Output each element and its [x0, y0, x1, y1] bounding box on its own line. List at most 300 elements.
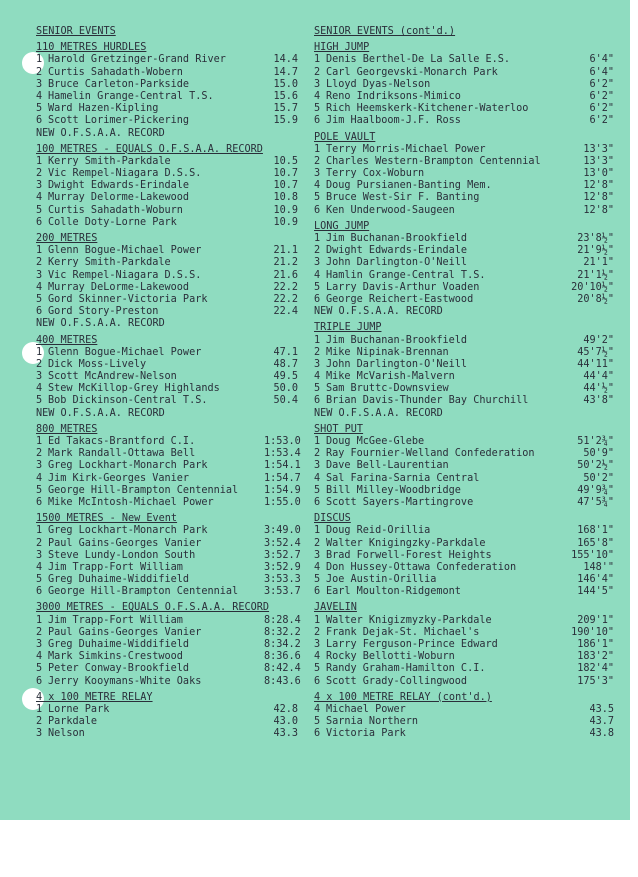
left-column — [36, 26, 301, 745]
result-mark: 21.2 — [273, 257, 298, 269]
result-mark: 175'3" — [577, 675, 614, 687]
result-name: Harold Gretzinger-Grand River — [48, 54, 226, 66]
result-row — [314, 525, 614, 537]
result-name: Doug Reid-Orillia — [326, 525, 431, 537]
result-name: Jim Haalboom-J.F. Ross — [326, 115, 461, 127]
result-name: Mark Simkins-Crestwood — [48, 651, 183, 663]
result-row — [314, 639, 614, 651]
result-name: Dave Bell-Laurentian — [326, 460, 449, 472]
result-mark: 6'2" — [589, 103, 614, 115]
result-mark: 42.8 — [273, 703, 298, 715]
result-place: 5 — [314, 663, 321, 675]
result-row — [36, 205, 298, 217]
result-row — [36, 270, 298, 282]
event-block — [36, 144, 298, 229]
result-place: 3 — [314, 549, 321, 561]
result-mark: 49'2" — [583, 334, 614, 346]
record-note: NEW O.F.S.A.A. RECORD — [36, 407, 165, 419]
result-mark: 43.0 — [273, 716, 298, 728]
event-title: LONG JUMP — [314, 220, 370, 232]
result-place: 2 — [36, 358, 43, 370]
result-name: Steve Lundy-London South — [48, 549, 196, 561]
event-title: 4 x 100 METRE RELAY — [36, 691, 153, 703]
result-place: 6 — [314, 204, 321, 216]
result-name: Bob Dickinson-Central T.S. — [48, 395, 208, 407]
event-title: 4 x 100 METRE RELAY (cont'd.) — [314, 691, 492, 703]
result-place: 4 — [314, 371, 321, 383]
result-name: Peter Conway-Brookfield — [48, 663, 190, 675]
result-name: Greg Duhaime-Widdifield — [48, 639, 190, 650]
result-mark: 1:54.7 — [264, 472, 301, 484]
result-mark: 21'1½" — [577, 269, 614, 281]
result-name: Colle Doty-Lorne Park — [48, 216, 177, 228]
result-mark: 148'" — [583, 561, 614, 573]
result-name: John Darlington-O'Neill — [326, 257, 468, 269]
result-row — [314, 615, 614, 627]
result-place: 1 — [314, 436, 321, 447]
result-row — [36, 663, 301, 675]
event-title: 3000 METRES - EQUALS O.F.S.A.A. RECORD — [36, 602, 270, 614]
result-name: Hamelin Grange-Central T.S. — [48, 90, 214, 102]
result-name: Bruce West-Sir F. Banting — [326, 192, 480, 204]
result-row — [36, 79, 298, 91]
result-mark: 8:42.4 — [264, 663, 301, 675]
result-row — [314, 448, 614, 460]
event-block — [314, 221, 614, 319]
result-mark: 43.7 — [589, 716, 614, 728]
result-mark: 21'1" — [583, 257, 614, 269]
result-place: 3 — [36, 549, 43, 561]
result-place: 1 — [314, 614, 321, 626]
result-name: Scott Lorimer-Pickering — [48, 115, 190, 127]
result-row — [36, 675, 301, 688]
result-mark: 43'8" — [583, 395, 614, 407]
result-name: Jerry Kooymans-White Oaks — [48, 675, 202, 687]
result-name: Kerry Smith-Parkdale — [48, 257, 171, 269]
result-row — [36, 217, 298, 229]
result-row — [314, 335, 614, 347]
result-name: Lorne Park — [48, 703, 110, 715]
result-mark: 50'2" — [583, 472, 614, 484]
result-row — [36, 484, 301, 497]
result-name: Sarnia Northern — [326, 716, 419, 728]
result-mark: 6'2" — [589, 115, 614, 127]
result-mark: 50'9" — [583, 448, 614, 460]
result-place: 5 — [36, 103, 43, 115]
event-block — [36, 423, 301, 509]
result-row — [314, 704, 614, 716]
result-place: 1 — [314, 233, 321, 244]
result-place: 4 — [314, 561, 321, 573]
result-row — [36, 395, 298, 407]
event-title: 100 METRES - EQUALS O.F.S.A.A. RECORD — [36, 143, 263, 155]
result-row — [36, 168, 298, 180]
result-mark: 10.7 — [273, 180, 298, 192]
result-place: 2 — [36, 168, 43, 180]
result-mark: 15.9 — [273, 115, 298, 127]
result-mark: 8:36.6 — [264, 651, 301, 663]
result-row — [36, 245, 298, 257]
result-mark: 3:52.7 — [264, 549, 301, 561]
result-row — [36, 156, 298, 168]
result-name: Walter Knigizmyzky-Parkdale — [326, 614, 492, 626]
result-name: Scott McAndrew-Nelson — [48, 371, 177, 383]
result-mark: 3:52.9 — [264, 561, 301, 573]
result-name: Jim Buchanan-Brookfield — [326, 334, 468, 346]
result-row — [36, 716, 298, 728]
result-row — [36, 472, 301, 485]
result-place: 3 — [36, 180, 43, 192]
result-name: Denis Berthel-De La Salle E.S. — [326, 54, 511, 66]
result-place: 3 — [36, 371, 43, 383]
result-place: 4 — [314, 651, 321, 663]
result-mark: 8:32.2 — [264, 626, 301, 638]
result-row — [36, 257, 298, 269]
result-row — [36, 359, 298, 371]
result-row — [36, 347, 298, 359]
result-mark: 14.7 — [273, 66, 298, 78]
result-mark: 1:54.9 — [264, 484, 301, 496]
result-name: Dick Moss-Lively — [48, 358, 147, 370]
result-mark: 10.9 — [273, 204, 298, 216]
result-place: 2 — [314, 626, 321, 638]
result-row — [36, 115, 298, 127]
result-name: Vic Rempel-Niagara D.S.S. — [48, 168, 202, 180]
result-mark: 12'8" — [583, 204, 614, 216]
result-name: Don Hussey-Ottawa Confederation — [326, 561, 517, 573]
result-row — [36, 537, 301, 550]
result-place: 3 — [314, 78, 321, 90]
result-row — [36, 448, 301, 460]
result-name: Michael Power — [326, 703, 406, 715]
result-row — [36, 306, 298, 318]
result-place: 6 — [314, 728, 321, 740]
result-mark: 44'½" — [583, 383, 614, 395]
result-place: 5 — [314, 103, 321, 115]
result-place: 6 — [314, 293, 321, 305]
event-block — [36, 42, 298, 140]
result-mark: 23'8½" — [577, 233, 614, 244]
result-place: 6 — [36, 115, 43, 127]
result-mark: 3:49.0 — [264, 525, 301, 537]
result-name: Vic Rempel-Niagara D.S.S. — [48, 269, 202, 281]
result-place: 1 — [36, 155, 43, 167]
result-name: Curtis Sahadath-Woburn — [48, 204, 183, 216]
event-block — [36, 233, 298, 331]
result-row — [314, 180, 614, 192]
result-place: 4 — [314, 180, 321, 192]
result-row — [314, 485, 614, 497]
result-name: Stew McKillop-Grey Highlands — [48, 383, 220, 395]
result-row — [314, 473, 614, 485]
event-block — [314, 513, 614, 598]
result-row — [36, 54, 298, 66]
result-mark: 183'2" — [577, 651, 614, 663]
result-name: Paul Gains-Georges Vanier — [48, 537, 202, 549]
result-name: Dwight Edwards-Erindale — [48, 180, 190, 192]
result-place: 4 — [36, 472, 43, 484]
result-place: 1 — [314, 143, 321, 155]
result-place: 5 — [36, 204, 43, 216]
result-place: 1 — [36, 245, 43, 257]
result-name: Dwight Edwards-Erindale — [326, 245, 468, 257]
result-name: Rich Heemskerk-Kitchener-Waterloo — [326, 103, 529, 115]
result-row — [36, 294, 298, 306]
result-row — [36, 549, 301, 562]
result-mark: 48.7 — [273, 358, 298, 370]
result-mark: 45'7½" — [577, 346, 614, 358]
result-place: 2 — [314, 155, 321, 167]
result-mark: 49.5 — [273, 371, 298, 383]
result-mark: 12'8" — [583, 180, 614, 192]
result-mark: 10.7 — [273, 168, 298, 180]
result-name: Doug Pursianen-Banting Mem. — [326, 180, 492, 192]
result-name: Doug McGee-Glebe — [326, 436, 425, 447]
record-note: NEW O.F.S.A.A. RECORD — [36, 318, 165, 330]
result-place: 6 — [314, 496, 321, 508]
result-row — [314, 156, 614, 168]
result-name: Jim Trapp-Fort William — [48, 561, 183, 573]
result-name: Larry Davis-Arthur Voaden — [326, 281, 480, 293]
result-row — [314, 586, 614, 598]
result-mark: 165'8" — [577, 537, 614, 549]
result-mark: 50.0 — [273, 383, 298, 395]
result-place: 5 — [314, 716, 321, 728]
result-place: 4 — [36, 561, 43, 573]
result-name: Ken Underwood-Saugeen — [326, 204, 455, 216]
result-name: Joe Austin-Orillia — [326, 574, 437, 586]
result-mark: 43.5 — [589, 703, 614, 715]
result-name: Ray Fournier-Welland Confederation — [326, 448, 535, 460]
result-place: 6 — [314, 586, 321, 598]
result-mark: 21.1 — [273, 245, 298, 257]
result-row — [314, 192, 614, 204]
result-place: 1 — [36, 525, 43, 537]
result-row — [36, 586, 301, 598]
result-name: Reno Indriksons-Mimico — [326, 90, 461, 102]
result-place: 5 — [314, 484, 321, 496]
result-row — [314, 550, 614, 562]
result-row — [36, 626, 301, 639]
result-row — [314, 233, 614, 245]
result-mark: 20'10½" — [571, 281, 614, 293]
result-mark: 43.3 — [273, 728, 298, 740]
result-place: 4 — [36, 192, 43, 204]
result-name: Gord Story-Preston — [48, 306, 159, 318]
result-mark: 182'4" — [577, 663, 614, 675]
result-mark: 44'11" — [577, 358, 614, 370]
event-block — [36, 335, 298, 420]
result-mark: 3:53.3 — [264, 574, 301, 586]
result-mark: 146'4" — [577, 574, 614, 586]
result-name: Victoria Park — [326, 728, 406, 740]
result-name: Larry Ferguson-Prince Edward — [326, 639, 498, 650]
result-place: 4 — [36, 281, 43, 293]
result-place: 2 — [36, 257, 43, 269]
result-name: Mike McVarish-Malvern — [326, 371, 455, 383]
result-row — [36, 383, 298, 395]
result-place: 4 — [314, 90, 321, 102]
result-place: 2 — [314, 537, 321, 549]
result-row — [36, 460, 301, 472]
result-place: 6 — [36, 496, 43, 508]
result-place: 1 — [36, 614, 43, 626]
event-block — [36, 513, 301, 598]
result-mark: 13'0" — [583, 168, 614, 180]
result-mark: 6'4" — [589, 54, 614, 66]
result-mark: 15.7 — [273, 103, 298, 115]
result-place: 5 — [314, 383, 321, 395]
result-name: Nelson — [48, 728, 85, 740]
result-mark: 13'3" — [583, 155, 614, 167]
result-name: Parkdale — [48, 716, 98, 728]
result-name: George Hill-Brampton Centennial — [48, 484, 239, 496]
result-row — [36, 436, 301, 448]
result-name: Bill Milley-Woodbridge — [326, 484, 461, 496]
result-row — [36, 704, 298, 716]
result-name: Scott Grady-Collingwood — [326, 675, 468, 687]
result-mark: 1:53.4 — [264, 448, 301, 460]
result-name: Terry Cox-Woburn — [326, 168, 425, 180]
event-title: POLE VAULT — [314, 131, 376, 143]
result-name: Randy Graham-Hamilton C.I. — [326, 663, 486, 675]
result-place: 3 — [36, 269, 43, 281]
result-mark: 155'10" — [571, 549, 614, 561]
result-row — [314, 282, 614, 294]
result-row — [314, 67, 614, 79]
event-block — [314, 42, 614, 127]
result-place: 6 — [36, 216, 43, 228]
result-mark: 12'8" — [583, 192, 614, 204]
result-row — [36, 561, 301, 574]
result-mark: 14.4 — [273, 54, 298, 66]
result-mark: 168'1" — [577, 525, 614, 537]
result-name: Scott Sayers-Martingrove — [326, 496, 474, 508]
result-mark: 190'10" — [571, 626, 614, 638]
result-row — [36, 180, 298, 192]
event-title: 200 METRES — [36, 233, 98, 244]
result-row — [36, 67, 298, 79]
result-place: 3 — [314, 358, 321, 370]
result-row — [314, 728, 614, 740]
result-mark: 1:54.1 — [264, 460, 301, 472]
result-row — [314, 270, 614, 282]
result-row — [314, 91, 614, 103]
result-place: 1 — [36, 436, 43, 447]
result-mark: 43.8 — [589, 728, 614, 740]
result-mark: 8:28.4 — [264, 614, 301, 626]
result-place: 2 — [314, 448, 321, 460]
right-events — [314, 42, 614, 740]
result-place: 5 — [36, 293, 43, 305]
result-place: 1 — [314, 54, 321, 66]
event-title: JAVELIN — [314, 602, 357, 614]
result-name: John Darlington-O'Neill — [326, 358, 468, 370]
result-row — [314, 663, 614, 675]
result-place: 4 — [314, 703, 321, 715]
result-name: Hamlin Grange-Central T.S. — [326, 269, 486, 281]
result-row — [314, 359, 614, 371]
result-row — [314, 257, 614, 269]
result-place: 6 — [36, 675, 43, 687]
result-place: 1 — [314, 334, 321, 346]
result-row — [36, 371, 298, 383]
result-row — [36, 282, 298, 294]
result-name: George Hill-Brampton Centennial — [48, 586, 239, 598]
result-row — [314, 460, 614, 472]
result-mark: 21.6 — [273, 269, 298, 281]
result-name: Glenn Bogue-Michael Power — [48, 245, 202, 257]
page-title-left: SENIOR EVENTS — [36, 26, 116, 37]
result-mark: 44'4" — [583, 371, 614, 383]
result-place: 3 — [36, 639, 43, 650]
result-mark: 49'9¾" — [577, 484, 614, 496]
result-row — [314, 245, 614, 257]
result-name: Greg Lockhart-Monarch Park — [48, 460, 208, 472]
record-note: NEW O.F.S.A.A. RECORD — [314, 407, 443, 419]
result-mark: 15.6 — [273, 90, 298, 102]
result-row — [36, 614, 301, 627]
result-mark: 50'2½" — [577, 460, 614, 472]
result-mark: 10.9 — [273, 216, 298, 228]
result-place: 5 — [314, 192, 321, 204]
event-block — [314, 424, 614, 509]
result-name: Earl Moulton-Ridgemont — [326, 586, 461, 598]
result-place: 4 — [36, 90, 43, 102]
result-name: Glenn Bogue-Michael Power — [48, 346, 202, 358]
result-mark: 15.0 — [273, 78, 298, 90]
result-row — [314, 538, 614, 550]
result-row — [36, 192, 298, 204]
result-place: 1 — [36, 346, 43, 358]
result-place: 6 — [314, 395, 321, 407]
result-place: 5 — [36, 574, 43, 586]
result-name: Ed Takacs-Brantford C.I. — [48, 436, 196, 447]
result-row — [314, 79, 614, 91]
result-row — [36, 103, 298, 115]
result-place: 6 — [314, 115, 321, 127]
result-row — [314, 574, 614, 586]
result-place: 4 — [314, 472, 321, 484]
result-row — [36, 728, 298, 740]
result-row — [36, 574, 301, 586]
result-place: 3 — [314, 639, 321, 650]
result-row — [314, 205, 614, 217]
result-row — [314, 54, 614, 66]
result-place: 6 — [36, 306, 43, 318]
result-mark: 50.4 — [273, 395, 298, 407]
result-mark: 47'5¾" — [577, 496, 614, 508]
result-mark: 3:53.7 — [264, 586, 301, 598]
event-title: HIGH JUMP — [314, 42, 370, 54]
event-block — [36, 692, 298, 741]
result-row — [314, 383, 614, 395]
result-mark: 8:43.6 — [264, 675, 301, 687]
event-title: 1500 METRES - New Event — [36, 513, 178, 525]
result-mark: 6'2" — [589, 90, 614, 102]
result-name: Curtis Sahadath-Wobern — [48, 66, 183, 78]
result-place: 2 — [36, 537, 43, 549]
result-mark: 47.1 — [273, 346, 298, 358]
event-block — [314, 132, 614, 217]
record-note: NEW O.F.S.A.A. RECORD — [36, 127, 165, 139]
result-row — [314, 371, 614, 383]
event-title: TRIPLE JUMP — [314, 322, 382, 334]
result-mark: 13'3" — [583, 143, 614, 155]
result-row — [36, 91, 298, 103]
event-block — [314, 602, 614, 687]
result-name: Greg Duhaime-Widdifield — [48, 574, 190, 586]
